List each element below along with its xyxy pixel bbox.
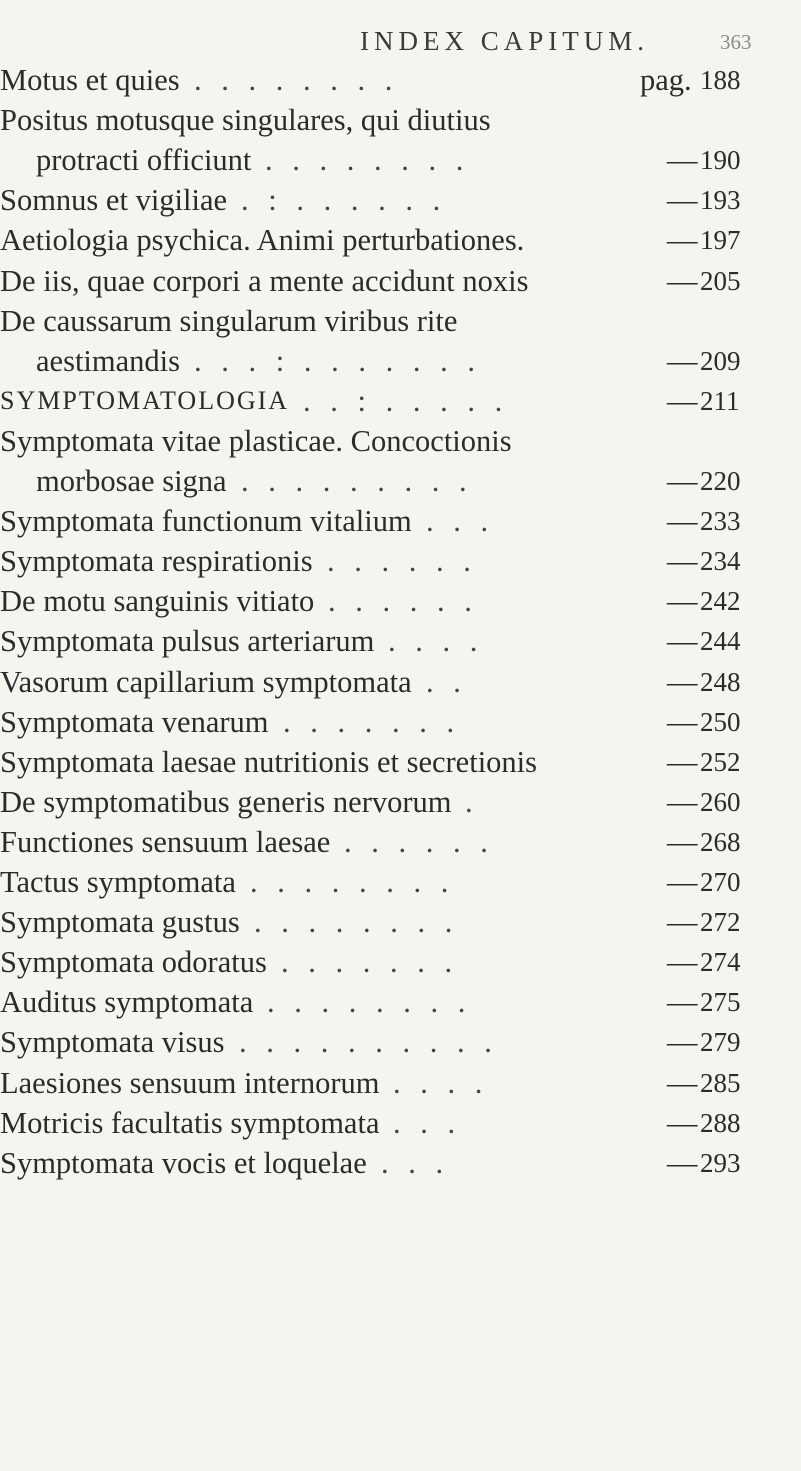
ditto-dash: — <box>667 1025 698 1060</box>
entry-page-number: 272 <box>700 907 741 938</box>
toc-entry <box>0 501 801 541</box>
entry-page-number: 233 <box>700 506 741 537</box>
entry-page-number: 209 <box>700 345 741 376</box>
entry-title: Motricis facultatis symptomata <box>0 1105 380 1140</box>
dot-leader: . . . . <box>388 624 484 659</box>
ditto-dash: — <box>667 343 698 378</box>
toc-entry <box>0 220 801 260</box>
entry-title: Symptomata gustus <box>0 905 240 940</box>
entry-title: Symptomata visus <box>0 1025 225 1060</box>
ditto-dash: — <box>667 464 698 498</box>
dot-leader: . . : . . . . . <box>303 383 509 418</box>
dot-leader: . . . . <box>393 1065 489 1100</box>
entry-title: Somnus et vigiliae <box>0 183 228 218</box>
toc-entry <box>0 822 801 862</box>
toc-entry <box>0 782 801 822</box>
dot-leader: . . . . . . . <box>283 704 461 739</box>
toc-entry <box>0 341 801 381</box>
entry-title: Symptomata odoratus <box>0 945 267 980</box>
toc-entry <box>0 742 801 782</box>
toc-entry <box>0 662 801 702</box>
dot-leader: . . . <box>426 504 495 539</box>
dot-leader: . . . . . . . . <box>194 63 399 97</box>
toc-entry <box>0 461 801 501</box>
entry-title: De caussarum singularum viribus rite <box>0 303 458 338</box>
entry-title: Aetiologia psychica. Animi perturbationes. <box>0 223 525 258</box>
dot-leader: . . . . . . . . . <box>241 464 473 498</box>
entry-page-number: 285 <box>700 1067 741 1098</box>
ditto-dash: — <box>667 664 698 699</box>
ditto-dash: — <box>667 1065 698 1100</box>
entry-page-number: 244 <box>700 626 741 657</box>
entry-title: Auditus symptomata <box>0 985 254 1020</box>
toc-entry <box>0 541 801 581</box>
toc-entry <box>0 421 801 461</box>
ditto-dash: — <box>667 584 698 619</box>
dot-leader: . . . . . . . . . . <box>239 1025 498 1060</box>
entry-page-number: 250 <box>700 706 741 737</box>
ditto-dash: — <box>667 744 698 779</box>
dot-leader: . . <box>426 664 467 699</box>
dot-leader: . : . . . . . . <box>241 183 447 218</box>
entry-title: Functiones sensuum laesae <box>0 824 331 859</box>
ditto-dash: — <box>667 544 698 579</box>
toc-entry <box>0 702 801 742</box>
ditto-dash: — <box>667 624 698 659</box>
toc-entry <box>0 261 801 301</box>
entry-page-number: 242 <box>700 586 741 617</box>
page-number: 363 <box>720 30 752 54</box>
dot-leader: . <box>465 784 479 819</box>
toc-entry <box>0 180 801 220</box>
dot-leader: . . . . . . . . <box>250 865 455 899</box>
entry-page-number: 274 <box>700 947 741 978</box>
ditto-dash: — <box>667 865 698 899</box>
toc-entry <box>0 1103 801 1143</box>
entry-page-number: 188 <box>700 65 741 95</box>
entry-title: Symptomata venarum <box>0 704 269 739</box>
ditto-dash: — <box>667 905 698 940</box>
entry-title: Symptomata respirationis <box>0 544 313 579</box>
toc-entry <box>0 621 801 661</box>
toc-entry <box>0 1143 801 1183</box>
dot-leader: . . . . . . . . <box>265 143 470 178</box>
ditto-dash: — <box>667 504 698 539</box>
entry-title: Symptomata pulsus arteriarum <box>0 624 375 659</box>
entry-title: protracti officiunt <box>36 143 252 178</box>
entry-title: Laesiones sensuum internorum <box>0 1065 380 1100</box>
entry-page-number: 252 <box>700 746 741 777</box>
page-abbreviation: pag. <box>640 63 692 97</box>
ditto-dash: — <box>667 383 698 418</box>
entry-page-number: 248 <box>700 666 741 697</box>
dot-leader: . . . . . . . <box>281 945 459 980</box>
entry-page-number: 270 <box>700 867 741 897</box>
entry-title: morbosae signa <box>36 464 227 498</box>
toc-entry <box>0 982 801 1022</box>
toc-entry <box>0 381 801 421</box>
entry-page-number: 275 <box>700 987 741 1018</box>
entry-page-number: 190 <box>700 145 741 176</box>
toc-entry <box>0 902 801 942</box>
entry-page-number: 193 <box>700 185 741 216</box>
dot-leader: . . . : . . . . . . . <box>194 343 481 378</box>
entry-page-number: 197 <box>700 225 741 256</box>
toc-entry <box>0 1022 801 1062</box>
dot-leader: . . . <box>393 1105 462 1140</box>
ditto-dash: — <box>667 223 698 258</box>
entry-page-number: 260 <box>700 786 741 817</box>
ditto-dash: — <box>667 143 698 178</box>
entry-page-number: 211 <box>700 385 740 416</box>
entry-title: Symptomata functionum vitalium <box>0 504 412 539</box>
toc-entry <box>0 301 801 341</box>
dot-leader: . . . . . . . . <box>254 905 459 940</box>
entry-page-number: 268 <box>700 826 741 857</box>
toc-entry <box>0 140 801 180</box>
dot-leader: . . . . . . . . <box>267 985 472 1020</box>
ditto-dash: — <box>667 824 698 859</box>
entry-page-number: 220 <box>700 466 741 496</box>
ditto-dash: — <box>667 183 698 218</box>
dot-leader: . . . . . . <box>328 584 478 619</box>
ditto-dash: — <box>667 1145 698 1180</box>
entry-title: Vasorum capillarium symptomata <box>0 664 412 699</box>
toc-entry <box>0 1063 801 1103</box>
entry-title: Positus motusque singulares, qui diutius <box>0 103 491 138</box>
ditto-dash: — <box>667 784 698 819</box>
entry-title: Tactus symptomata <box>0 865 236 899</box>
entry-title: Symptomata vocis et loquelae <box>0 1145 367 1180</box>
dot-leader: . . . . . . <box>344 824 494 859</box>
toc-entry <box>0 581 801 621</box>
entry-title: De motu sanguinis vitiato <box>0 584 315 619</box>
toc-entry <box>0 100 801 140</box>
entry-title: Symptomata laesae nutritionis et secretionis <box>0 744 538 779</box>
entry-page-number: 279 <box>700 1027 741 1058</box>
ditto-dash: — <box>667 263 698 298</box>
toc-entry <box>0 942 801 982</box>
entry-title: Motus et quies <box>0 63 180 97</box>
ditto-dash: — <box>667 945 698 980</box>
entry-title: SYMPTOMATOLOGIA <box>0 385 290 415</box>
ditto-dash: — <box>667 1105 698 1140</box>
entry-title: Symptomata vitae plasticae. Concoctionis <box>0 423 512 458</box>
entry-page-number: 293 <box>700 1147 741 1178</box>
ditto-dash: — <box>667 985 698 1020</box>
dot-leader: . . . <box>381 1145 450 1180</box>
dot-leader: . . . . . . <box>327 544 477 579</box>
entry-title: De symptomatibus generis nervorum <box>0 784 452 819</box>
entry-page-number: 288 <box>700 1107 741 1138</box>
entry-page-number: 234 <box>700 546 741 577</box>
entry-page-number: 205 <box>700 265 741 296</box>
running-title: INDEX CAPITUM. <box>360 26 649 56</box>
ditto-dash: — <box>667 704 698 739</box>
entry-title: aestimandis <box>36 343 180 378</box>
toc-entry <box>0 60 801 100</box>
entry-title: De iis, quae corpori a mente accidunt noxis <box>0 263 529 298</box>
toc-entry <box>0 862 801 902</box>
